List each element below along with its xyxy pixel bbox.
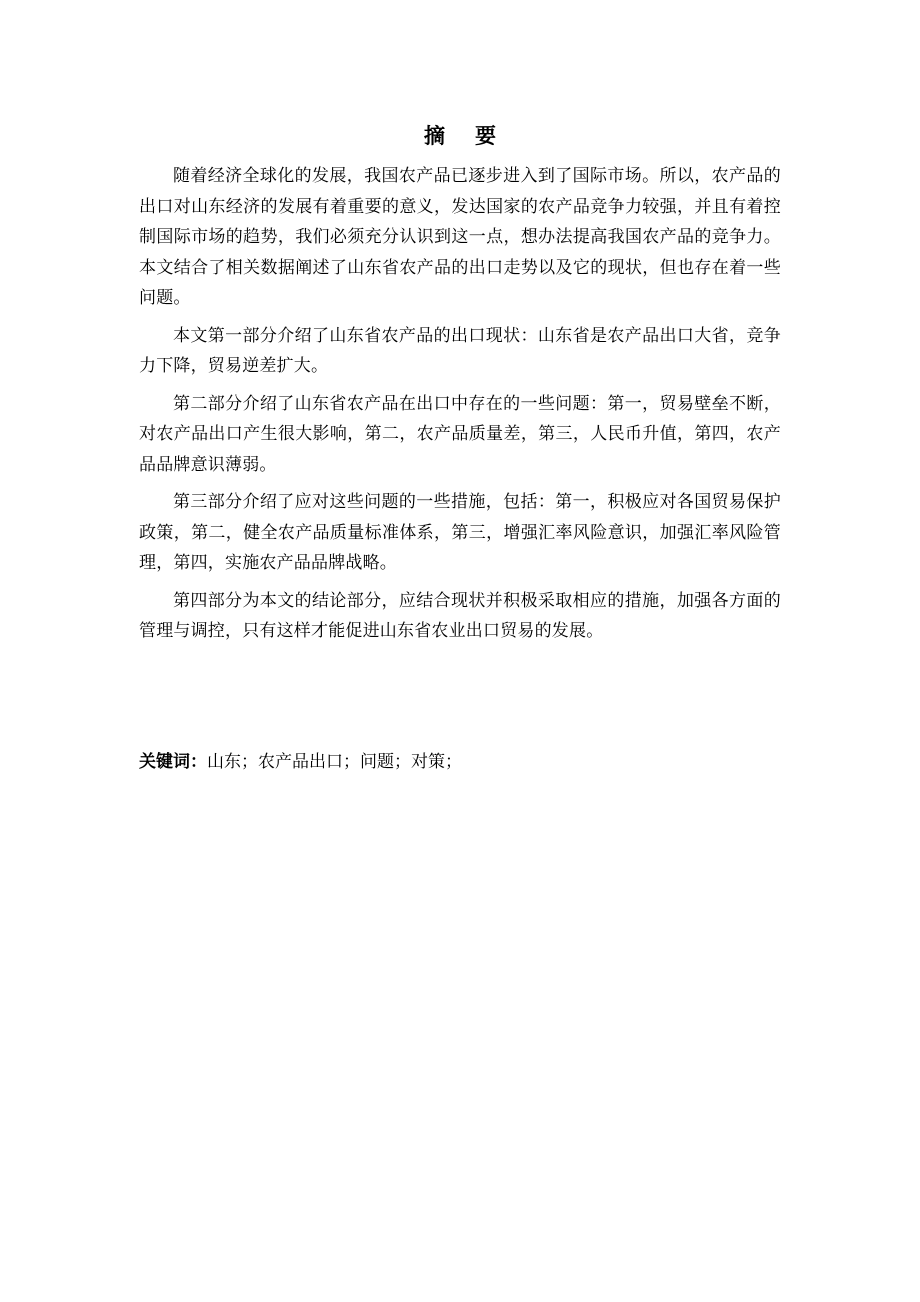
abstract-body [139, 161, 781, 654]
abstract-title-char-2: 要 [475, 124, 496, 148]
abstract-title-char-1: 摘 [424, 124, 445, 148]
abstract-title [0, 121, 920, 151]
abstract-paragraph-intro: 随着经济全球化的发展，我国农产品已逐步进入到了国际市场。所以，农产品的出口对山东经济的发展有着重要的意义，发达国家的农产品竞争力较强，并且有着控制国际市场的趋势，我们必须充分认识到这一点，想办法提高我国农产品的竞争力。本文结合了相关数据阐述了山东省农产品的出口走势以及它的现状，但也存在着一些问题。 [139, 166, 781, 308]
abstract-paragraph-part-four: 第四部分为本文的结论部分，应结合现状并积极采取相应的措施，加强各方面的管理与调控，只有这样才能促进山东省农业出口贸易的发展。 [139, 590, 781, 641]
abstract-paragraph-part-one: 本文第一部分介绍了山东省农产品的出口现状：山东省是农产品出口大省，竞争力下降，贸易逆差扩大。 [139, 325, 781, 376]
keywords-line [139, 747, 781, 777]
keywords-label: 关键词： [139, 752, 207, 772]
keywords-text: 山东；农产品出口；问题；对策； [207, 752, 462, 772]
abstract-paragraph-part-two: 第二部分介绍了山东省农产品在出口中存在的一些问题：第一，贸易壁垒不断，对农产品出口产生很大影响，第二，农产品质量差，第三，人民币升值，第四，农产品品牌意识薄弱。 [139, 393, 781, 475]
abstract-paragraph-part-three: 第三部分介绍了应对这些问题的一些措施，包括：第一，积极应对各国贸易保护政策，第二，健全农产品质量标准体系，第三，增强汇率风险意识，加强汇率风险管理，第四，实施农产品品牌战略。 [139, 492, 781, 573]
